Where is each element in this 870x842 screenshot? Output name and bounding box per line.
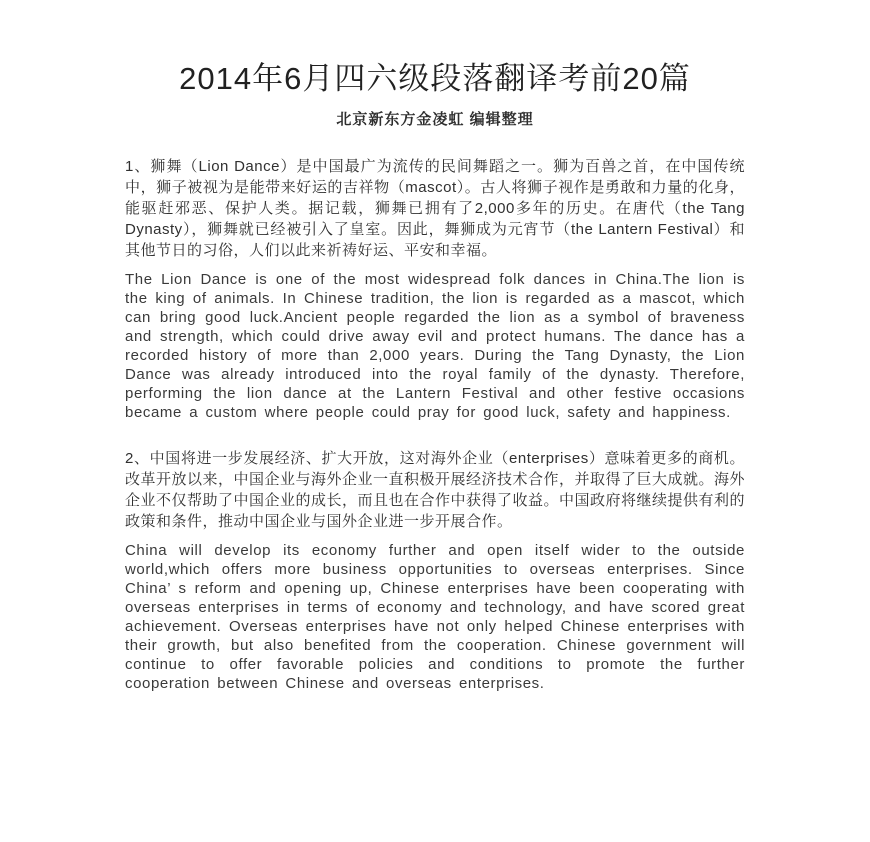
chinese-paragraph-2: 2、中国将进一步发展经济、扩大开放，这对海外企业（enterprises）意味着更多的商机。改革开放以来，中国企业与海外企业一直积极开展经济技术合作，并取得了巨大成就。海外企业不仅帮助了中国企业的成长，而且也在合作中获得了收益。中国政府将继续提供有利的政策和条件，推动中国企业与国外企业进一步开展合作。 bbox=[125, 449, 746, 530]
passage-2 bbox=[125, 448, 745, 693]
document-content bbox=[125, 0, 745, 693]
english-translation-2: China will develop its economy further and open itself wider to the outside world,which offers more business opportunities to overseas enterprises. Since China’ s reform and opening up, Chinese enterprises have been cooperating with overseas enterprises in terms of economy and technology, and have scored great achievement. Overseas enterprises have not only helped Chinese enterprises with their growth, but also benefited from the cooperation. Chinese government will continue to offer favorable policies and conditions to promote the further cooperation between Chinese and overseas enterprises. bbox=[125, 541, 745, 692]
document-byline: 北京新东方金凌虹 编辑整理 bbox=[336, 110, 534, 128]
passage-1 bbox=[125, 156, 745, 422]
english-translation-1: The Lion Dance is one of the most widespread folk dances in China.The lion is the king of animals. In Chinese tradition, the lion is regarded as a mascot, which can bring good luck.Ancient people regarded the lion as a symbol of braveness and strength, which could drive away evil and protect humans. The dance has a recorded history of more than 2,000 years. During the Tang Dynasty, the Lion Dance was already introduced into the royal family of the dynasty. Therefore, performing the lion dance at the Lantern Festival and other festive occasions became a custom where people could pray for good luck, safety and happiness. bbox=[125, 270, 745, 421]
document-title: 2014年6月四六级段落翻译考前20篇 bbox=[179, 61, 691, 96]
chinese-paragraph-1: 1、狮舞（Lion Dance）是中国最广为流传的民间舞蹈之一。狮为百兽之首，在中国传统中，狮子被视为是能带来好运的吉祥物（mascot）。古人将狮子视作是勇敢和力量的化身，能驱赶邪恶、保护人类。据记载，狮舞已拥有了2,000多年的历史。在唐代（the Tang Dynasty），狮舞就已经被引入了皇室。因此，舞狮成为元宵节（the Lantern Festival）和其他节日的习俗，人们以此来祈祷好运、平安和幸福。 bbox=[125, 157, 745, 259]
